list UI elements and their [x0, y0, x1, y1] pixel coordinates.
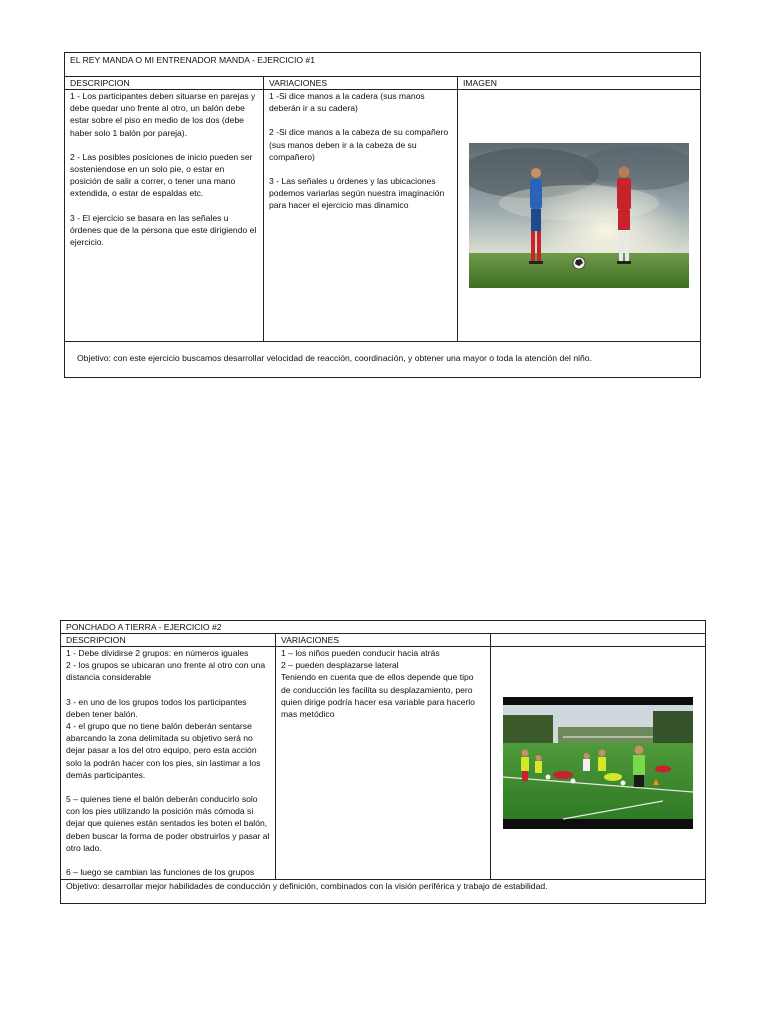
exercise-1-description-cell — [65, 90, 264, 342]
exercise-2-description-cell — [61, 647, 276, 880]
variation-item: 3 - Las señales u órdenes y las ubicaciones podemos variarlas según nuestra imaginación para hacer el ejercicio mas dinamico — [269, 176, 445, 211]
exercise-2-table — [60, 620, 706, 904]
exercise-1-objective: Objetivo: con este ejercicio buscamos desarrollar velocidad de reacción, coordinación, y obtener una mayor o toda la atención del niño. — [65, 342, 701, 378]
variation-item: 1 -Si dice manos a la cadera (sus manos deberán ir a su cadera) — [269, 91, 425, 114]
kids-drill-photo — [503, 697, 693, 829]
variation-item: 2 -Si dice manos a la cabeza de su compañero (sus manos deben ir a la cabeza de su compañero) — [269, 127, 449, 162]
exercise-2-objective: Objetivo: desarrollar mejor habilidades de conducción y definición, combinados con la visión periférica y trabajo de estabilidad. — [61, 880, 706, 904]
variation-item: 2 – pueden desplazarse lateral — [281, 660, 399, 671]
exercise-1-image-cell — [458, 90, 701, 342]
description-item: 3 - El ejercicio se basara en las señales u órdenes que de la persona que este dirigiendo el ejercicio. — [70, 212, 257, 248]
exercise-1-title: EL REY MANDA O MI ENTRENADOR MANDA - EJERCICIO #1 — [65, 53, 701, 77]
description-item: 6 – luego se cambian las funciones de los grupos — [66, 867, 255, 878]
exercise-1-variations-cell — [264, 90, 458, 342]
exercise-2-header-image — [491, 634, 706, 647]
exercise-1-table — [64, 52, 701, 378]
description-item: 4 - el grupo que no tiene balón deberán sentarse abarcando la zona delimitada su objetivo será no dejar pasar a los del otro equipo, pero esta acción solo la podrán hacer con los pies, sin lastimar a los demás participantes. — [66, 721, 261, 780]
exercise-2-header-description: DESCRIPCION — [61, 634, 276, 647]
variation-item: Teniendo en cuenta que de ellos depende que tipo de conducción les facilita su desplazamiento, pero quien dirige podría hacer esa variable para hacerlo mas metódico — [281, 672, 475, 720]
description-item: 3 - en uno de los grupos todos los participantes deben tener balón. — [66, 696, 247, 719]
exercise-2-title: PONCHADO A TIERRA - EJERCICIO #2 — [61, 621, 706, 634]
exercise-1-header-variations: VARIACIONES — [264, 77, 458, 90]
exercise-2-header-variations: VARIACIONES — [276, 634, 491, 647]
description-item: 2 - Las posibles posiciones de inicio pueden ser sosteniendose en un solo pie, o estar en posición de salir a correr, o tener una mano extendida, o estar de espaldas etc. — [70, 151, 253, 199]
exercise-1-header-image: IMAGEN — [458, 77, 701, 90]
exercise-2-image-cell — [491, 647, 706, 880]
variation-item: 1 – los niños pueden conducir hacia atrás — [281, 648, 440, 658]
description-item: 5 – quienes tiene el balón deberán conducirlo solo con los pies utilizando la posición más cómoda si dejar que quienes están sentados les boten el balón, deben buscar la forma de poder obstruirlos y pasar al otro lado. — [66, 794, 270, 853]
description-item: 1 - Los participantes deben situarse en parejas y debe quedar uno frente al otro, un balón debe estar sobre el piso en medio de los dos (debe haber solo 1 balón por pareja). — [70, 91, 256, 138]
exercise-1-header-description: DESCRIPCION — [65, 77, 264, 90]
exercise-2-variations-cell — [276, 647, 491, 880]
players-facing-photo — [469, 143, 689, 288]
description-item: 1 - Debe dividirse 2 grupos: en números iguales — [66, 648, 249, 658]
description-item: 2 - los grupos se ubicaran uno frente al otro con una distancia considerable — [66, 660, 266, 683]
